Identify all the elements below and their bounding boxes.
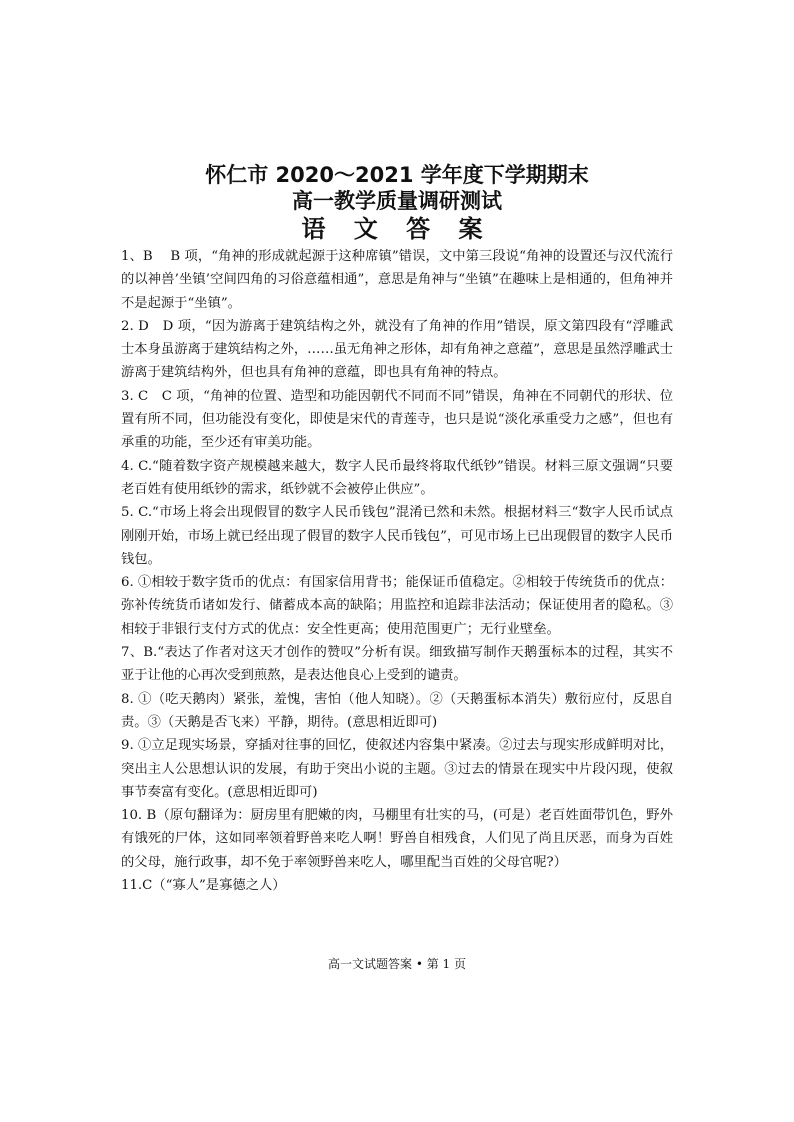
title-block <box>0 162 794 244</box>
answer-list <box>121 245 673 897</box>
answer-item-8: 8. ①（吃天鹅肉）紧张，羞愧，害怕（他人知晓）。②（天鹅蛋标本消失）敷衍应付，反思自责。③（天鹅是否飞来）平静，期待。(意思相近即可) <box>121 691 673 730</box>
page-title-line-2: 高一教学质量调研测试 <box>292 189 502 213</box>
page-subtitle: 语 文 答 案 <box>301 214 493 243</box>
answer-item-9: 9. ①立足现实场景，穿插对往事的回忆，使叙述内容集中紧凑。②过去与现实形成鲜明对比，突出主人公思想认识的发展，有助于突出小说的主题。③过去的情景在现实中片段闪现，使叙事节奏富有变化。(意思相近即可) <box>121 738 673 800</box>
answer-item-7: 7、B.“表达了作者对这天才创作的赞叹”分析有误。细致描写制作天鹅蛋标本的过程，其实不亚于让他的心再次受到煎熬，是表达他良心上受到的谴责。 <box>121 645 673 684</box>
answer-item-11: 11.C（“寡人”是寡德之人） <box>121 878 286 894</box>
page-footer: 高一文试题答案 • 第 1 页 <box>328 957 466 971</box>
answer-item-5: 5. C.“市场上将会出现假冒的数字人民币钱包”混淆已然和未然。根据材料三“数字人民币试点刚刚开始，市场上就已经出现了假冒的数字人民币钱包”，可见市场上已出现假冒的数字人民币钱包。 <box>121 505 673 567</box>
answer-item-2: 2. D D 项，“因为游离于建筑结构之外，就没有了角神的作用”错误，原文第四段有“浮雕武士本身虽游离于建筑结构之外，……虽无角神之形体，却有角神之意蕴”，意思是虽然浮雕武士游离于建筑结构外，但也具有角神的意蕴，即也具有角神的特点。 <box>121 318 673 381</box>
page-title: 怀仁市 2020～2021 学年度下学期期末 <box>205 163 589 187</box>
answer-item-3: 3. C C 项，“角神的位置、造型和功能因朝代不同而不同”错误，角神在不同朝代的形状、位置有所不同，但功能没有变化，即使是宋代的青莲寺，也只是说“淡化承重受力之感”，但也有承重的功能，至少还有审美功能。 <box>121 388 673 451</box>
answer-item-6: 6. ①相较于数字货币的优点：有国家信用背书；能保证币值稳定。②相较于传统货币的优点：弥补传统货币诸如发行、储蓄成本高的缺陷；用监控和追踪非法活动；保证使用者的隐私。③相较于非银行支付方式的优点：安全性更高；使用范围更广；无行业壁垒。 <box>121 575 673 637</box>
answer-item-4: 4. C.“随着数字资产规模越来越大，数字人民币最终将取代纸钞”错误。材料三原文强调“只要老百姓有使用纸钞的需求，纸钞就不会被停止供应”。 <box>121 458 673 497</box>
answer-item-1: 1、B B 项，“角神的形成就起源于这种席镇”错误，文中第三段说“角神的设置还与汉代流行的以神兽’坐镇’空间四角的习俗意蕴相通”，意思是角神与“坐镇”在趣味上是相通的，但角神并不是起源于“坐镇”。 <box>121 249 673 311</box>
answer-item-10: 10. B（原句翻译为：厨房里有肥嫩的肉，马棚里有壮实的马，(可是）老百姓面带饥色，野外有饿死的尸体，这如同率领着野兽来吃人啊！野兽自相残食，人们见了尚且厌恶，而身为百姓的父母，施行政事，却不免于率领野兽来吃人，哪里配当百姓的父母官呢?） <box>121 808 673 870</box>
